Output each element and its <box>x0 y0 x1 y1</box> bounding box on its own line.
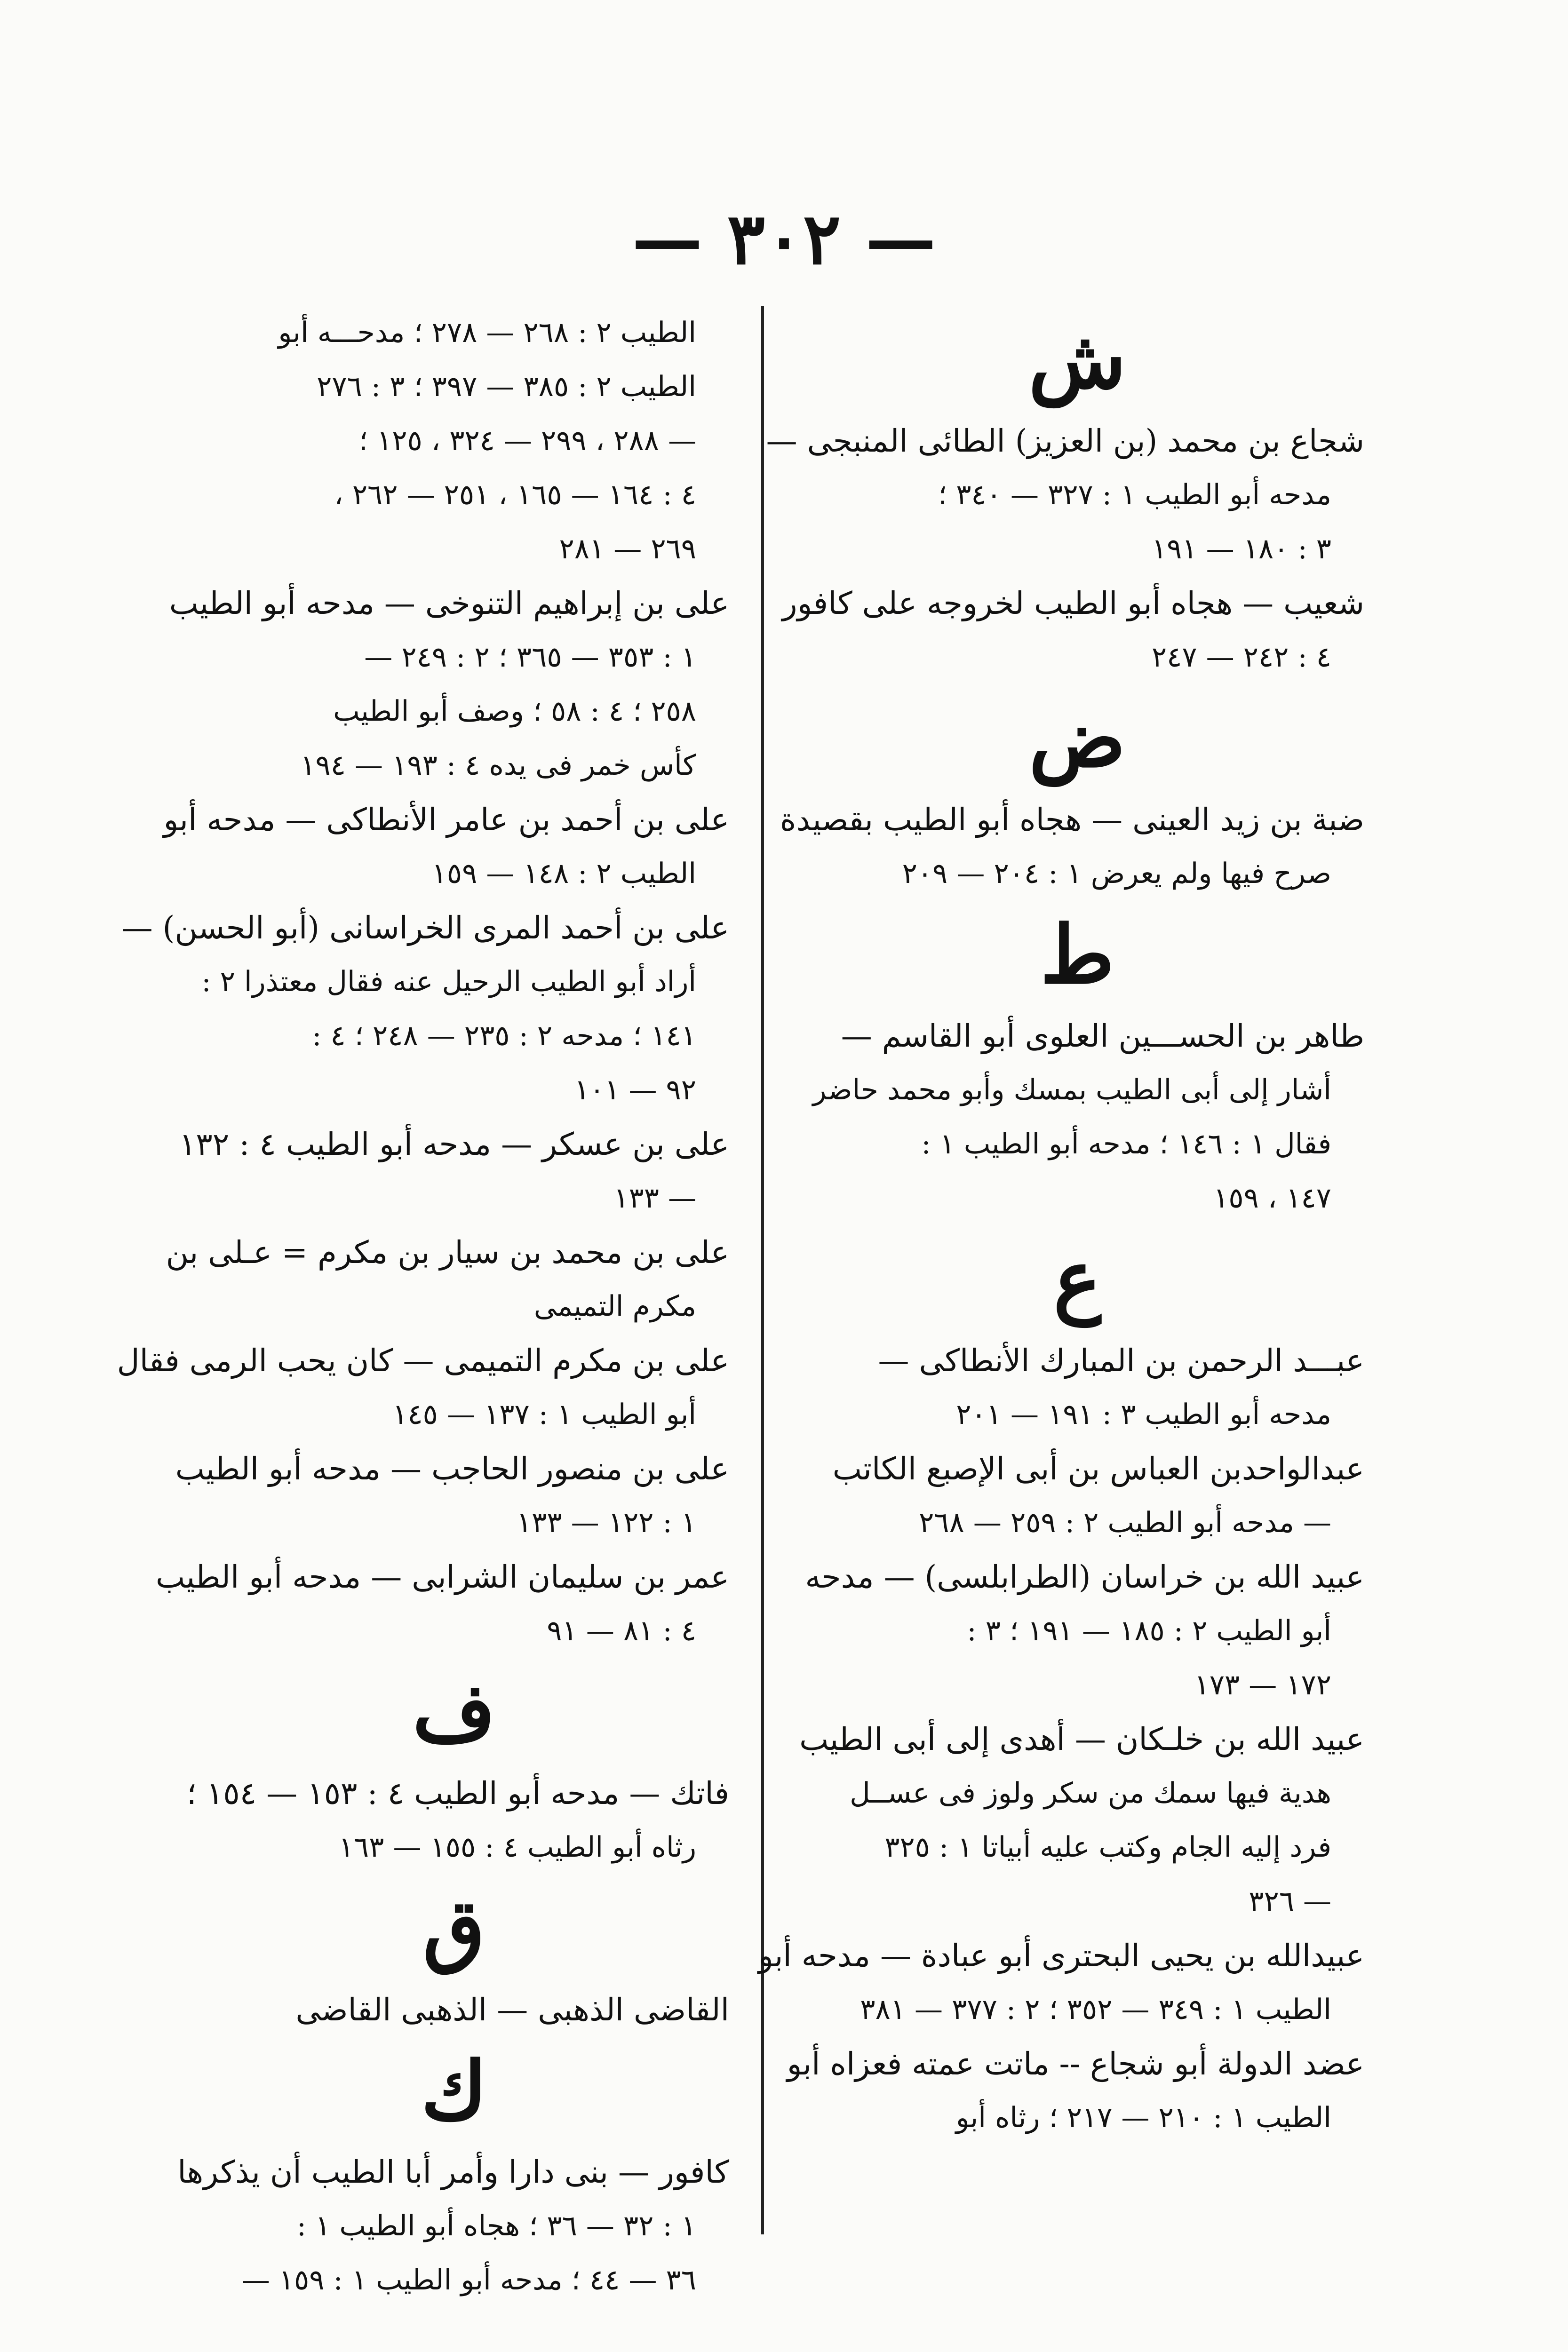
index-entry-continuation: الطيب ٢ : ٣٨٥ — ٣٩٧ ؛ ٣ : ٢٧٦ <box>317 370 696 403</box>
index-entry: القاضى الذهبى — الذهبى القاضى <box>295 1992 729 2028</box>
index-entry: على بن عسكر — مدحه أبو الطيب ٤ : ١٣٢ <box>179 1126 729 1162</box>
section-letter-heading: ط <box>1040 908 1114 1002</box>
index-entry-continuation: — ٣٢٦ <box>1249 1885 1331 1918</box>
section-letter-heading: ك <box>421 2044 487 2138</box>
section-letter-heading: ض <box>1029 691 1126 786</box>
index-entry: على بن إبراهيم التنوخى — مدحه أبو الطيب <box>169 585 729 621</box>
section-letter-heading: ف <box>412 1665 496 1759</box>
index-entry: شجاع بن محمد (بن العزيز) الطائى المنبجى — <box>766 423 1364 459</box>
index-entry: على بن أحمد المرى الخراسانى (أبو الحسن) — <box>121 910 729 946</box>
index-entry-continuation: أبو الطيب ١ : ١٣٧ — ١٤٥ <box>392 1398 696 1431</box>
index-entry-continuation: ١ : ٣٢ — ٣٦ ؛ هجاه أبو الطيب ١ : <box>296 2209 696 2242</box>
index-entry-continuation: فقال ١ : ١٤٦ ؛ مدحه أبو الطيب ١ : <box>921 1128 1331 1160</box>
index-entry: عبـــد الرحمن بن المبارك الأنطاكى — <box>878 1343 1364 1379</box>
index-entry: عمر بن سليمان الشرابى — مدحه أبو الطيب <box>156 1559 729 1595</box>
index-entry: عضد الدولة أبو شجاع -- ماتت عمته فعزاه أبو <box>787 2046 1364 2082</box>
index-entry-continuation: ١٤١ ؛ مدحه ٢ : ٢٣٥ — ٢٤٨ ؛ ٤ : <box>312 1019 696 1052</box>
index-entry: كافور — بنى دارا وأمر أبا الطيب أن يذكرها <box>177 2154 729 2190</box>
index-entry-continuation: ٢٥٨ ؛ ٤ : ٥٨ ؛ وصف أبو الطيب <box>333 695 696 728</box>
index-entry-continuation: ١ : ١٢٢ — ١٣٣ <box>516 1506 696 1539</box>
index-entry: على بن أحمد بن عامر الأنطاكى — مدحه أبو <box>163 802 729 838</box>
index-entry-continuation: كأس خمر فى يده ٤ : ١٩٣ — ١٩٤ <box>300 749 696 782</box>
index-entry-continuation: هدية فيها سمك من سكر ولوز فى عســل <box>850 1777 1331 1810</box>
index-entry-continuation: مدحه أبو الطيب ٣ : ١٩١ — ٢٠١ <box>956 1398 1331 1431</box>
index-entry-continuation: ٤ : ٢٤٢ — ٢٤٧ <box>1151 641 1331 674</box>
index-entry: عبدالواحدبن العباس بن أبى الإصبع الكاتب <box>832 1451 1364 1487</box>
section-letter-heading: ق <box>423 1882 485 1976</box>
section-letter-heading: ع <box>1053 1232 1101 1327</box>
section-letter-heading: ش <box>1028 313 1126 407</box>
index-entry-continuation: — مدحه أبو الطيب ٢ : ٢٥٩ — ٢٦٨ <box>919 1506 1331 1539</box>
index-entry: ضبة بن زيد العينى — هجاه أبو الطيب بقصيدة <box>780 802 1364 838</box>
index-entry-continuation: أراد أبو الطيب الرحيل عنه فقال معتذرا ٢ : <box>201 965 696 998</box>
index-entry-continuation: صرح فيها ولم يعرض ١ : ٢٠٤ — ٢٠٩ <box>902 857 1331 890</box>
index-entry-continuation: الطيب ١ : ٣٤٩ — ٣٥٢ ؛ ٢ : ٣٧٧ — ٣٨١ <box>860 1993 1331 2026</box>
index-entry: شعيب — هجاه أبو الطيب لخروجه على كافور <box>782 585 1364 621</box>
index-entry-continuation: أشار إلى أبى الطيب بمسك وأبو محمد حاضر <box>812 1073 1331 1106</box>
index-entry: عبيد الله بن خراسان (الطرابلسى) — مدحه <box>805 1559 1364 1595</box>
index-entry-continuation: رثاه أبو الطيب ٤ : ١٥٥ — ١٦٣ <box>338 1831 696 1864</box>
index-entry-continuation: فرد إليه الجام وكتب عليه أبياتا ١ : ٣٢٥ <box>884 1831 1331 1864</box>
index-entry: على بن محمد بن سيار بن مكرم = عـلى بن <box>166 1234 729 1271</box>
index-entry: طاهر بن الحســـين العلوى أبو القاسم — <box>841 1018 1364 1054</box>
index-entry-continuation: مكرم التميمى <box>533 1290 696 1323</box>
index-entry-continuation: أبو الطيب ٢ : ١٨٥ — ١٩١ ؛ ٣ : <box>967 1614 1331 1647</box>
index-entry-continuation: — ١٣٣ <box>613 1182 696 1215</box>
index-entry: على بن منصور الحاجب — مدحه أبو الطيب <box>175 1451 729 1487</box>
index-entry-continuation: ١٤٧ ، ١٥٩ <box>1213 1182 1331 1215</box>
index-entry: فاتك — مدحه أبو الطيب ٤ : ١٥٣ — ١٥٤ ؛ <box>186 1775 729 1812</box>
index-entry-continuation: ٣٦ — ٤٤ ؛ مدحه أبو الطيب ١ : ١٥٩ — <box>241 2264 696 2296</box>
index-entry-continuation: الطيب ١ : ٢١٠ — ٢١٧ ؛ رثاه أبو <box>955 2101 1331 2134</box>
left-column <box>117 306 729 2307</box>
index-entry-continuation: — ٢٨٨ ، ٢٩٩ — ٣٢٤ ، ١٢٥ ؛ <box>358 424 696 457</box>
index-entry-continuation: ١ : ٣٥٣ — ٣٦٥ ؛ ٢ : ٢٤٩ — <box>364 641 696 674</box>
index-entry: عبيدالله بن يحيى البحترى أبو عبادة — مدحه أبو <box>758 1938 1364 1974</box>
index-entry-continuation: ٩٢ — ١٠١ <box>574 1073 696 1106</box>
index-entry-continuation: ٤ : ١٦٤ — ١٦٥ ، ٢٥١ — ٢٦٢ ، <box>334 478 696 511</box>
index-entry-continuation: ٣ : ١٨٠ — ١٩١ <box>1151 532 1331 565</box>
index-entry-continuation: ٤ : ٨١ — ٩١ <box>547 1614 696 1647</box>
page-number: — ٣٠٢ — <box>632 198 936 280</box>
index-entry-continuation: الطيب ٢ : ١٤٨ — ١٥٩ <box>431 857 696 890</box>
right-column <box>758 306 1364 2145</box>
index-entry-continuation: ٢٦٩ — ٢٨١ <box>559 532 696 565</box>
index-entry-continuation: مدحه أبو الطيب ١ : ٣٢٧ — ٣٤٠ ؛ <box>938 478 1331 511</box>
index-entry: عبيد الله بن خلـكان — أهدى إلى أبى الطيب <box>799 1721 1364 1757</box>
index-entry: على بن مكرم التميمى — كان يحب الرمى فقال <box>117 1343 729 1379</box>
index-entry-continuation: الطيب ٢ : ٢٦٨ — ٢٧٨ ؛ مدحـــه أبو <box>278 316 696 349</box>
index-entry-continuation: ١٧٢ — ١٧٣ <box>1194 1669 1331 1701</box>
